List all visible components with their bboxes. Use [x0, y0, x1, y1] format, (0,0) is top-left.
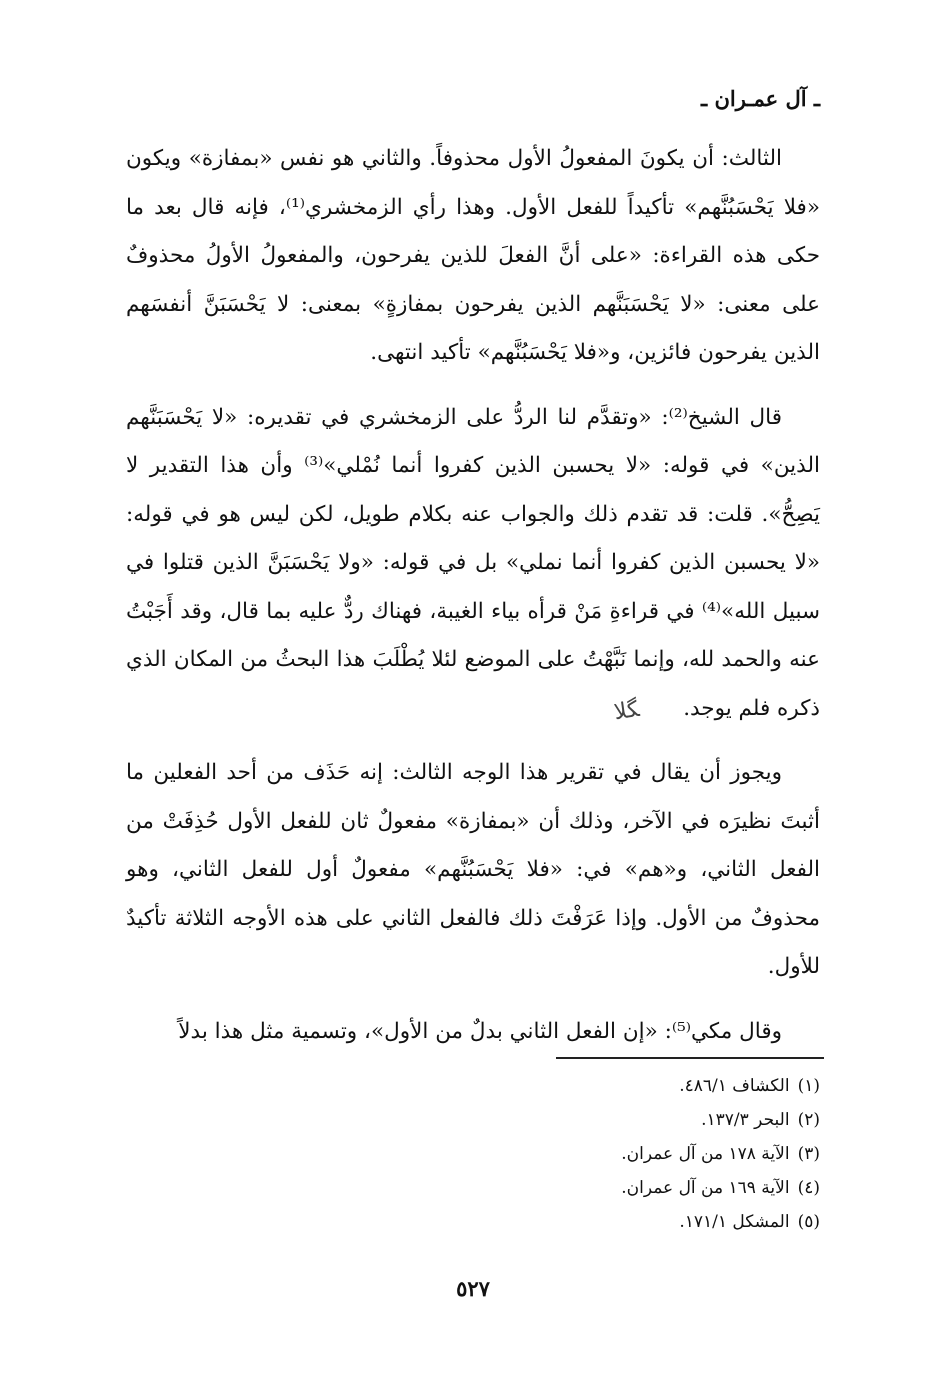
surah-title: ـ آل عمـران ـ	[701, 86, 820, 111]
footnote-number: (٥)	[797, 1212, 820, 1232]
footnote-number: (٢)	[797, 1110, 820, 1130]
footnote-text: الآية ١٦٩ من آل عمران.	[621, 1178, 790, 1198]
footnote-text: المشكل ١٧١/١.	[679, 1212, 790, 1232]
footnote-item	[400, 1103, 820, 1137]
main-text	[126, 135, 820, 1072]
paragraph-1: الثالث: أن يكونَ المفعولُ الأول محذوفاً. والثاني هو نفس «بمفازة» ويكون «فلا يَحْسَبُنَّهم» تأكيداً للفعل الأول. وهذا رأي الزمخشري⁽¹⁾، فإنه قال بعد ما حكى هذه القراءة: «على أنَّ الفعلَ للذين يفرحون، والمفعولُ الأولُ محذوفٌ على معنى: «لا يَحْسَبَنَّهم الذين يفرحون بمفازةٍ» بمعنى: لا يَحْسَبَنَّ أنفسَهم الذين يفرحون فائزين، و«فلا يَحْسَبُنَّهم» تأكيد انتهى.	[126, 146, 820, 365]
paragraph-2-text: قال الشيخ⁽²⁾: «وتقدَّم لنا الردُّ على الزمخشري في تقديره: «لا يَحْسَبَنَّهم الذين» في قوله: «لا يحسبن الذين كفروا أنما نُمْلي»⁽³⁾ وأن هذا التقدير لا يَصِحُّ». قلت: قد تقدم ذلك والجواب عنه بكلام طويل، لكن ليس هو في قوله: «لا يحسبن الذين كفروا أنما نملي» بل في قوله: «ولا يَحْسَبَنَّ الذين قتلوا في سبيل الله»⁽⁴⁾ في قراءةِ مَنْ قرأه بياء الغيبة، فهناك ردٌّ عليه بما قال، وقد أَجَبْتُ عنه والحمد لله، وإنما نَبَّهْتُ على الموضع لئلا يُطْلَبَ هذا البحثُ من المكان الذي ذكره فلم يوجد.	[126, 404, 820, 721]
paragraph-4: وقال مكي⁽⁵⁾: «إن الفعل الثاني بدلٌ من الأول»، وتسمية مثل هذا بدلاً	[178, 1018, 782, 1044]
footnote-number: (٤)	[797, 1178, 820, 1198]
footnote-text: الكشاف ٤٨٦/١.	[679, 1076, 790, 1096]
footnote-number: (١)	[797, 1076, 820, 1096]
footnote-text: البحر ١٣٧/٣.	[701, 1110, 790, 1130]
handwritten-mark: ﮕﻼ	[612, 696, 641, 725]
footnote-item	[400, 1069, 820, 1103]
paragraph-2	[126, 394, 820, 734]
footnote-divider	[556, 1057, 824, 1059]
footnote-item	[400, 1205, 820, 1239]
footnote-text: الآية ١٧٨ من آل عمران.	[621, 1144, 790, 1164]
footnotes-list	[400, 1069, 820, 1239]
footnote-item	[400, 1171, 820, 1205]
footnote-item	[400, 1137, 820, 1171]
page-number: ٥٢٧	[456, 1276, 490, 1301]
footnote-number: (٣)	[797, 1144, 820, 1164]
paragraph-3: ويجوز أن يقال في تقرير هذا الوجه الثالث: إنه حَذَف من أحد الفعلين ما أثبتَ نظيرَه في الآخر، وذلك أن «بمفازة» مفعولٌ ثان للفعل الأول حُذِفَتْ من الفعل الثاني، و«هم» في: «فلا يَحْسَبُنَّهم» مفعولٌ أول للفعل الثاني، وهو محذوفٌ من الأول. وإذا عَرَفْتَ ذلك فالفعل الثاني على هذه الأوجه الثلاثة تأكيدٌ للأول.	[126, 760, 820, 979]
